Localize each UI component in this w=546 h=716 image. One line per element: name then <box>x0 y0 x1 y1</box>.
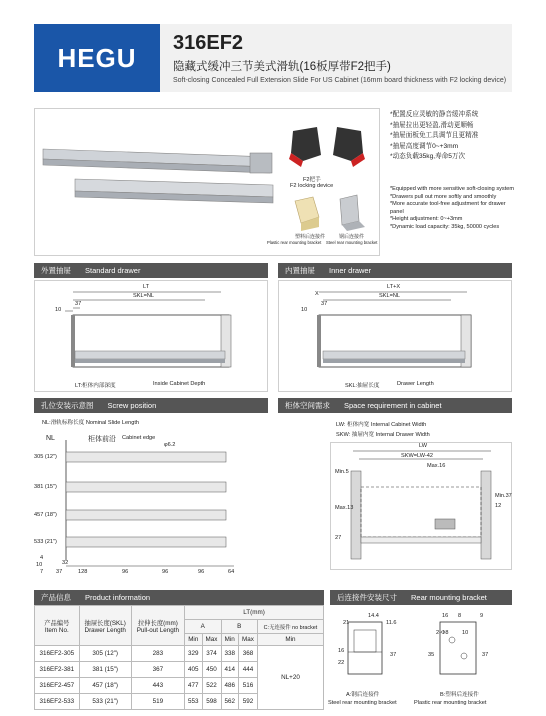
b-dim: 10 <box>462 630 469 636</box>
cell-nl20: NL+20 <box>257 646 323 710</box>
title-en: Soft-closing Concealed Full Extension Slide For US Cabinet (16mm board thickness with F2 locking device) <box>173 77 507 84</box>
cell: 368 <box>238 646 257 662</box>
section-title-en: Standard drawer <box>85 266 141 275</box>
dim-min37: Min.37 <box>495 493 512 499</box>
size-label: 381 (15") <box>34 484 57 490</box>
f2-label-cn: F2把手 <box>303 177 321 183</box>
space-requirement-diagram <box>331 443 513 571</box>
slide-rail-2 <box>75 179 273 203</box>
lw-note: LW: 柜体内宽 Internal Cabinet Width <box>336 422 427 428</box>
cell: 592 <box>238 694 257 710</box>
b-dim: 37 <box>482 652 489 658</box>
col-a: A <box>185 620 221 634</box>
a-dim: 11.6 <box>386 620 397 626</box>
cell: 316EF2-381 <box>35 662 80 678</box>
b-dim: 2-Φ8 <box>436 630 449 636</box>
caption-cn: SKL:抽屉长度 <box>345 383 380 389</box>
cell: 316EF2-305 <box>35 646 80 662</box>
b-dim: 9 <box>480 613 484 619</box>
feature-en-item: *Equipped with more sensitive soft-closing system <box>390 186 515 192</box>
section-standard-drawer <box>34 263 268 278</box>
section-title-en: Screw position <box>107 401 157 410</box>
nl-label: NL <box>46 435 55 442</box>
b-dim: 35 <box>428 652 435 658</box>
a-dim: 14.4 <box>368 613 379 619</box>
cabinet-edge-cn: 柜体前沿 <box>88 436 116 443</box>
dim-max16: Max.16 <box>427 463 446 469</box>
bottom-dim: 64 <box>228 569 235 575</box>
cell: 381 (15") <box>79 662 131 678</box>
size-label: 457 (18") <box>34 512 57 518</box>
section-title-en: Inner drawer <box>329 266 372 275</box>
dim-min5: Min.5 <box>335 469 349 475</box>
feature-cn-item: *抽屉面板免工具调节且更精准 <box>390 132 479 139</box>
title-cn: 隐藏式缓冲三节美式滑轨(16板厚带F2把手) <box>173 61 391 73</box>
col-a-min: Min <box>185 634 202 646</box>
a-dim: 37 <box>390 652 397 658</box>
cell: 316EF2-457 <box>35 678 80 694</box>
skw-note: SKW: 抽屉内宽 Internal Drawer Width <box>336 432 430 438</box>
size-label: 305 (12") <box>34 454 57 460</box>
features-en-list <box>390 186 520 232</box>
brand-logo <box>34 24 160 92</box>
section-title-cn: 外置抽屉 <box>41 266 71 275</box>
dim-10: 10 <box>301 307 308 313</box>
a-dim: 22 <box>338 660 345 666</box>
cell: 516 <box>238 678 257 694</box>
col-c-min: Min <box>257 634 323 646</box>
features-cn-list <box>390 110 478 163</box>
feature-cn-item: *抽屉高度调节0~+3mm <box>390 142 459 150</box>
slide-rail-1 <box>43 149 272 173</box>
dim-37: 37 <box>321 301 328 307</box>
col-pull-cn: 拉伸长度(mm) <box>137 619 178 627</box>
bottom-dim: 128 <box>78 569 88 575</box>
col-b: B <box>221 620 257 634</box>
cell: 316EF2-533 <box>35 694 80 710</box>
feature-cn-item: *动态负载35kg,寿命5万次 <box>390 153 466 160</box>
dim-lt-x: LT+X <box>387 284 401 290</box>
section-title-cn: 后连接件安装尺寸 <box>337 593 397 602</box>
f2-locking-device-right <box>333 127 365 167</box>
dim-4: 4 <box>40 555 44 561</box>
cell: 519 <box>131 694 184 710</box>
bottom-dim: 37 <box>56 569 63 575</box>
cell: 598 <box>202 694 221 710</box>
col-pull <box>131 606 184 646</box>
section-screw-position <box>34 398 268 413</box>
section-title-cn: 孔位安装示意图 <box>41 401 94 410</box>
inner-drawer-panel <box>278 280 512 392</box>
bottom-dim: 96 <box>122 569 129 575</box>
plastic-bracket-caption-cn: B:塑料后连接件 <box>440 692 479 698</box>
dim-lw: LW <box>419 443 427 449</box>
steel-bracket-label-cn: 钢后连接件 <box>339 234 365 240</box>
section-inner-drawer <box>278 263 512 278</box>
steel-bracket-icon <box>340 195 365 231</box>
section-space-requirement <box>278 398 512 413</box>
col-skl-en: Drawer Length <box>84 626 126 634</box>
dim-skw: SKW=LW-42 <box>401 453 433 459</box>
b-dim: 16 <box>442 613 449 619</box>
plastic-bracket-label-cn: 塑料后连接件 <box>295 234 326 240</box>
f2-locking-device-left <box>289 127 321 167</box>
rail-row-381 <box>66 482 226 492</box>
cell: 374 <box>202 646 221 662</box>
cabinet-edge-en: Cabinet edge <box>122 435 156 441</box>
feature-en-item: *Height adjustment: 0~+3mm <box>390 216 463 223</box>
screw-position-diagram <box>34 440 234 580</box>
cell: 450 <box>202 662 221 678</box>
feature-en-item: *More accurate tool-free adjustment for drawer panel <box>390 201 506 215</box>
dim-skl: SKL=NL <box>379 293 400 299</box>
dim-37: 37 <box>75 301 82 307</box>
col-a-max: Max <box>202 634 221 646</box>
steel-bracket-caption-cn: A:钢后连接件 <box>346 692 380 698</box>
a-dim: 21 <box>343 620 350 626</box>
section-title-en: Space requirement in cabinet <box>344 401 442 410</box>
standard-drawer-panel <box>34 280 268 392</box>
cell: 486 <box>221 678 238 694</box>
table-row <box>35 646 324 662</box>
product-table <box>34 605 324 710</box>
cell: 443 <box>131 678 184 694</box>
caption-cn: LT:柜体内部深度 <box>75 383 116 389</box>
cell: 367 <box>131 662 184 678</box>
feature-cn-item: *配置反应灵敏的静音缓冲系统 <box>390 111 479 118</box>
col-item <box>35 606 80 646</box>
bottom-dim: 96 <box>162 569 169 575</box>
cell: 457 (18") <box>79 678 131 694</box>
col-b-min: Min <box>221 634 238 646</box>
col-skl <box>79 606 131 646</box>
dim-27: 27 <box>335 535 342 541</box>
cell: 444 <box>238 662 257 678</box>
steel-bracket-label-en: Steel rear mounting bracket <box>326 240 378 245</box>
plastic-bracket-label-en: Plastic rear mounting bracket <box>267 240 322 245</box>
plastic-bracket-icon <box>295 197 319 231</box>
section-title-cn: 柜体空间需求 <box>285 401 330 410</box>
dim-32: 32 <box>62 560 69 566</box>
product-photo-panel <box>34 108 380 256</box>
bottom-dim: 96 <box>198 569 205 575</box>
brand-name: HEGU <box>57 42 137 73</box>
section-title-cn: 产品信息 <box>41 593 71 602</box>
cell: 553 <box>185 694 202 710</box>
plastic-bracket-caption-en: Plastic rear mounting bracket <box>414 700 487 706</box>
feature-en-item: *Drawers pull out more softly and smoothly <box>390 193 497 200</box>
col-item-en: Item No. <box>44 626 69 634</box>
section-title-cn: 内置抽屉 <box>285 266 315 275</box>
cell: 477 <box>185 678 202 694</box>
dim-10: 10 <box>55 307 62 313</box>
cell: 562 <box>221 694 238 710</box>
cell: 522 <box>202 678 221 694</box>
steel-bracket-caption-en: Steel rear mounting bracket <box>328 700 397 706</box>
col-c: C:无连接件 no bracket <box>257 620 323 634</box>
cell: 305 (12") <box>79 646 131 662</box>
section-title-en: Rear mounting bracket <box>411 593 487 602</box>
col-skl-cn: 抽屉长度(SKL) <box>84 619 126 627</box>
dim-12: 12 <box>495 503 502 509</box>
section-product-info <box>34 590 324 605</box>
rail-row-457 <box>66 510 226 520</box>
cell: 405 <box>185 662 202 678</box>
dim-x: X <box>315 291 319 297</box>
steel-bracket-drawing <box>348 622 382 674</box>
model-number: 316EF2 <box>173 32 244 54</box>
section-rear-bracket <box>330 590 512 605</box>
col-lt: LT(mm) <box>185 606 324 620</box>
space-diagram-panel <box>330 442 512 570</box>
dim-7: 7 <box>40 569 44 575</box>
dim-max13: Max.13 <box>335 505 354 511</box>
cell: 329 <box>185 646 202 662</box>
dim-10-bottom: 10 <box>36 562 43 568</box>
rail-row-305 <box>66 452 226 462</box>
b-dim: 8 <box>458 613 462 619</box>
feature-cn-item: *抽屉拉出更轻盈,滑动更顺畅 <box>390 121 474 129</box>
rear-bracket-diagram <box>336 612 512 682</box>
caption-en: Drawer Length <box>397 381 434 387</box>
rail-row-533 <box>66 537 226 547</box>
col-pull-en: Pull-out Length <box>136 626 180 634</box>
section-title-en: Product information <box>85 593 151 602</box>
cell: 283 <box>131 646 184 662</box>
cell: 533 (21") <box>79 694 131 710</box>
dim-lt: LT <box>143 284 150 290</box>
hole-diameter: φ6.2 <box>164 442 176 448</box>
size-label: 533 (21") <box>34 539 57 545</box>
dim-skl: SKL=NL <box>133 293 154 299</box>
cell: 414 <box>221 662 238 678</box>
cell: 338 <box>221 646 238 662</box>
nl-note: NL:滑轨标称长度 Nominal Slide Length <box>42 420 139 426</box>
caption-en: Inside Cabinet Depth <box>153 381 206 387</box>
col-item-cn: 产品编号 <box>44 619 70 627</box>
col-b-max: Max <box>238 634 257 646</box>
a-dim: 16 <box>338 648 345 654</box>
feature-en-item: *Dynamic load capacity: 35kg, 50000 cycles <box>390 223 500 230</box>
f2-label-en: F2 locking device <box>290 183 334 189</box>
